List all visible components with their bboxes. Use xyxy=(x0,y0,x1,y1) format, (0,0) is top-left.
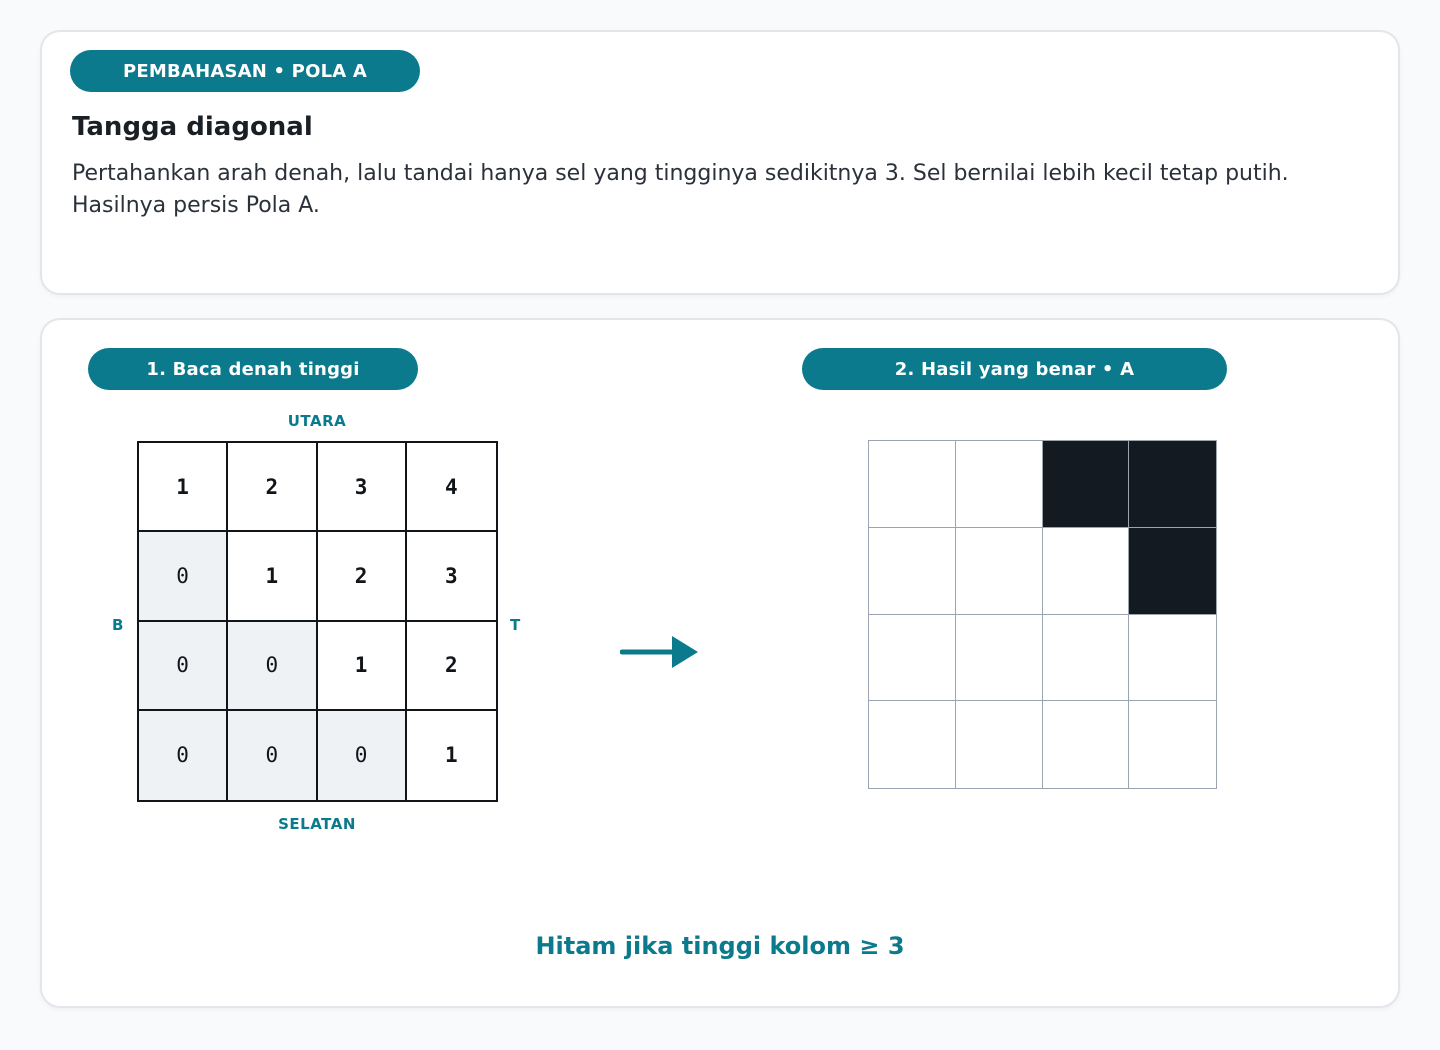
height-cell: 3 xyxy=(407,532,496,621)
result-cell-white xyxy=(1043,528,1130,615)
direction-south: SELATAN xyxy=(278,815,356,833)
height-cell: 0 xyxy=(318,711,407,800)
diagram-card xyxy=(40,318,1400,1008)
height-cell: 1 xyxy=(228,532,317,621)
direction-west: B xyxy=(112,616,124,634)
result-cell-white xyxy=(869,701,956,788)
height-cell: 1 xyxy=(407,711,496,800)
height-cell: 1 xyxy=(139,443,228,532)
height-cell: 0 xyxy=(139,532,228,621)
result-cell-white xyxy=(1129,701,1216,788)
height-cell: 0 xyxy=(139,622,228,711)
result-cell-white xyxy=(869,615,956,702)
step-2-label: 2. Hasil yang benar • A xyxy=(802,348,1227,390)
height-cell: 2 xyxy=(318,532,407,621)
height-cell: 0 xyxy=(228,622,317,711)
result-pattern-grid xyxy=(868,440,1217,789)
pattern-badge: PEMBAHASAN • POLA A xyxy=(70,50,420,92)
result-cell-black xyxy=(1129,441,1216,528)
result-cell-white xyxy=(956,441,1043,528)
result-cell-white xyxy=(869,441,956,528)
direction-north: UTARA xyxy=(287,412,347,430)
page-title: Tangga diagonal xyxy=(72,112,313,142)
height-cell: 0 xyxy=(228,711,317,800)
step-1-label: 1. Baca denah tinggi xyxy=(88,348,418,390)
rule-caption: Hitam jika tinggi kolom ≥ 3 xyxy=(535,932,905,960)
result-cell-white xyxy=(956,528,1043,615)
height-cell: 4 xyxy=(407,443,496,532)
result-cell-black xyxy=(1043,441,1130,528)
direction-east: T xyxy=(510,616,521,634)
description-text: Pertahankan arah denah, lalu tandai hanya sel yang tingginya sedikitnya 3. Sel bernilai lebih kecil tetap putih. Hasilnya persis Pola A. xyxy=(72,161,1289,218)
explanation-card xyxy=(40,30,1400,295)
result-cell-white xyxy=(956,701,1043,788)
result-cell-white xyxy=(956,615,1043,702)
result-cell-white xyxy=(1129,615,1216,702)
height-cell: 2 xyxy=(407,622,496,711)
result-cell-white xyxy=(869,528,956,615)
height-cell: 1 xyxy=(318,622,407,711)
result-cell-black xyxy=(1129,528,1216,615)
height-cell: 0 xyxy=(139,711,228,800)
result-cell-white xyxy=(1043,701,1130,788)
height-cell: 3 xyxy=(318,443,407,532)
height-map-grid xyxy=(137,441,498,802)
height-cell: 2 xyxy=(228,443,317,532)
arrow-right-icon xyxy=(620,634,700,670)
result-cell-white xyxy=(1043,615,1130,702)
